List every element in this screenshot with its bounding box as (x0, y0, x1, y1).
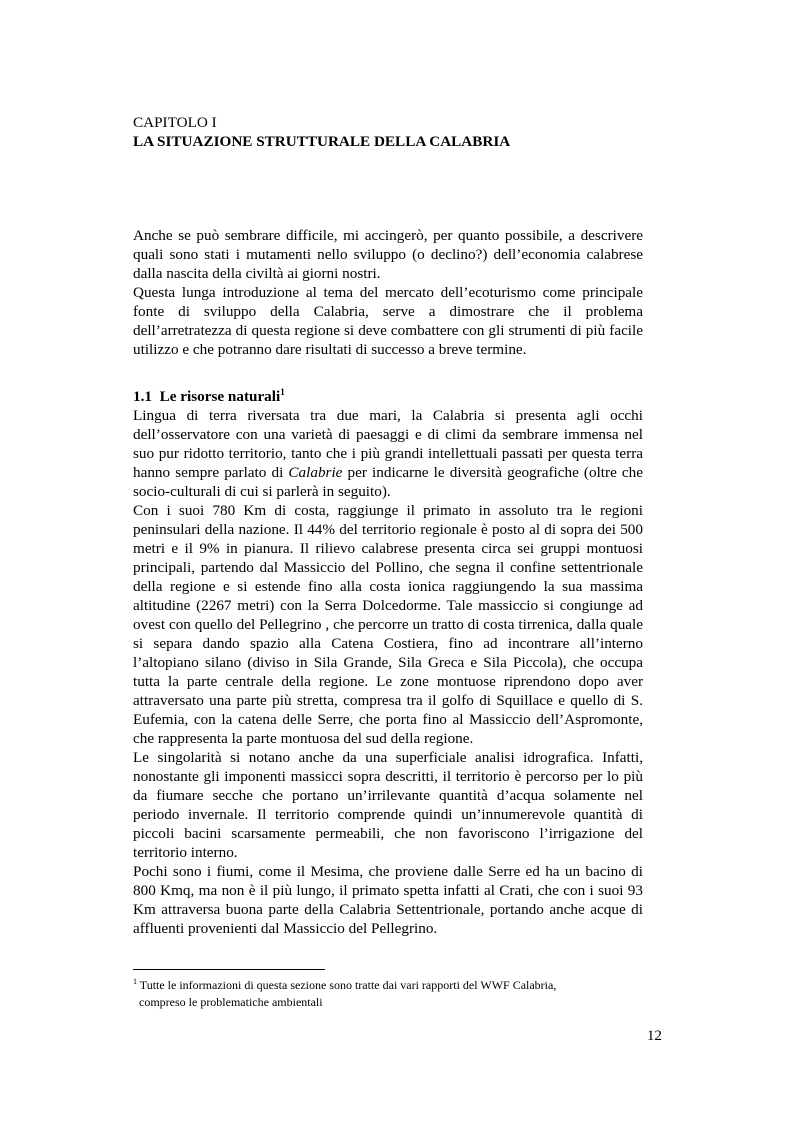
section-title: Le risorse naturali (159, 388, 281, 405)
section-paragraph-3: Le singolarità si notano anche da una superficiale analisi idrografica. Infatti, nonostante gli imponenti massicci sopra descritti, il territorio è percorso per lo più da fiumare secche che portano un’irrilevante quantità d’acqua solamente nel periodo invernale. Il territorio comprende quindi un’innumerevole quantità di piccoli bacini scarsamente permeabili, che non favoriscono l’irrigazione del territorio interno. (133, 749, 643, 861)
page-number: 12 (646, 1027, 662, 1044)
intro-paragraph-1: Anche se può sembrare difficile, mi accingerò, per quanto possibile, a descrivere quali sono stati i mutamenti nello sviluppo (o declino?) dell’economia calabrese dalla nascita della civiltà ai giorni nostri. (133, 227, 643, 282)
paragraph-text: per indicarne le diversità geografiche (oltre che socio-culturali di cui si parlerà in seguito). (133, 464, 643, 500)
chapter-header (133, 113, 653, 151)
footnote-line-1 (133, 977, 633, 994)
footnote-divider (133, 969, 325, 970)
chapter-label: CAPITOLO I (133, 114, 217, 131)
footnote-reference[interactable]: 1 (280, 387, 285, 397)
section-paragraph-1 (133, 406, 643, 501)
footnote (133, 977, 633, 1011)
section-number: 1.1 (133, 388, 152, 405)
footnote-marker: 1 (133, 977, 137, 986)
chapter-title: LA SITUAZIONE STRUTTURALE DELLA CALABRIA (133, 133, 511, 150)
section-heading (133, 387, 643, 406)
paragraph-text: Lingua di terra riversata tra due mari, la Calabria si presenta agli occhi dell’osservatore con una varietà di paesaggi e di climi da sembrare immensa nel suo pur ridotto territorio, tanto che i più grandi intellettuali passati per questa terra hanno sempre parlato di (133, 407, 643, 481)
section-paragraph-2: Con i suoi 780 Km di costa, raggiunge il primato in assoluto tra le regioni peninsulari della nazione. Il 44% del territorio regionale è posto al di sopra dei 500 metri e il 9% in pianura. Il rilievo calabrese presenta circa sei gruppi montuosi principali, partendo dal Massiccio del Pollino, che segna il confine settentrionale della regione e si estende fino alla costa ionica raggiungendo la sua massima altitudine (2267 metri) con la Serra Dolcedorme. Tale massiccio si congiunge ad ovest con quello del Pellegrino , che percorre un tratto di costa tirrenica, dalla quale si separa dando spazio alla Catena Costiera, fino ad incontrare all’interno l’altopiano silano (diviso in Sila Grande, Sila Greca e Sila Piccola), che occupa tutta la parte centrale della regione. Le zone montuose riprendono dopo aver attraversato una parte più stretta, compresa tra il golfo di Squillace e quello di S. Eufemia, con la catena delle Serre, che porta fino al Massiccio dell’Aspromonte, che rappresenta la parte montuosa del sud della regione. (133, 502, 643, 747)
footnote-text: Tutte le informazioni di questa sezione sono tratte dai vari rapporti del WWF Calabria, (137, 978, 557, 992)
italic-term-calabrie: Calabrie (288, 464, 343, 481)
footnote-line-2: compreso le problematiche ambientali (139, 995, 323, 1009)
intro-text (133, 226, 643, 359)
section-natural-resources (133, 387, 643, 938)
section-paragraph-4: Pochi sono i fiumi, come il Mesima, che proviene dalle Serre ed ha un bacino di 800 Kmq, ma non è il più lungo, il primato spetta infatti al Crati, che con i suoi 93 Km attraversa buona parte della Calabria Settentrionale, portando anche acque di affluenti provenienti dal Massiccio del Pellegrino. (133, 863, 643, 937)
intro-paragraph-2: Questa lunga introduzione al tema del mercato dell’ecoturismo come principale fonte di sviluppo della Calabria, serve a dimostrare che il problema dell’arretratezza di questa regione si deve combattere con gli strumenti di più facile utilizzo e che potranno dare risultati di successo a breve termine. (133, 284, 643, 358)
